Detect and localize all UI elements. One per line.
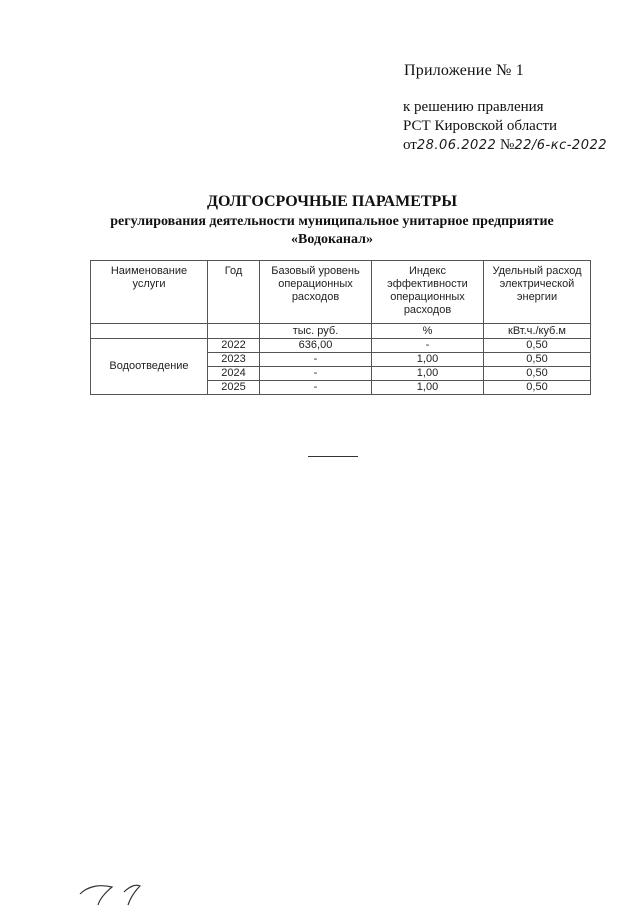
annex-decision-line: к решению правления (403, 99, 544, 115)
base-level-cell: 636,00 (260, 339, 372, 353)
base-level-cell: - (260, 353, 372, 367)
efficiency-index-cell: 1,00 (372, 381, 484, 395)
header-base-level: Базовый уровень операционных расходов (260, 261, 372, 324)
date-prefix: от (403, 137, 417, 153)
year-cell: 2024 (208, 367, 260, 381)
document-heading: ДОЛГОСРОЧНЫЕ ПАРАМЕТРЫ (206, 193, 458, 210)
energy-cell: 0,50 (484, 367, 591, 381)
organization-name: «Водоканал» (291, 232, 373, 247)
header-energy-consumption: Удельный расход электрической энергии (484, 261, 591, 324)
document-subheading: регулирования деятельности муниципальное унитарное предприятие (110, 214, 554, 229)
unit-efficiency-index: % (372, 324, 484, 339)
table-row (91, 339, 591, 353)
annex-title: Приложение № 1 (404, 62, 524, 79)
handwritten-date: 28.06.2022 (416, 138, 497, 153)
efficiency-index-cell: - (372, 339, 484, 353)
number-prefix: № (500, 137, 515, 153)
base-level-cell: - (260, 381, 372, 395)
service-name-cell: Водоотведение (91, 339, 208, 395)
unit-service (91, 324, 208, 339)
annex-authority-line: РСТ Кировской области (403, 118, 558, 134)
energy-cell: 0,50 (484, 339, 591, 353)
unit-base-level: тыс. руб. (260, 324, 372, 339)
handwritten-number: 22/6-кс-2022 (514, 138, 608, 153)
signature-mark (78, 872, 148, 906)
energy-cell: 0,50 (484, 353, 591, 367)
efficiency-index-cell: 1,00 (372, 353, 484, 367)
annex-date-line (403, 137, 607, 154)
unit-year (208, 324, 260, 339)
end-divider (308, 456, 358, 457)
header-year: Год (208, 261, 260, 324)
base-level-cell: - (260, 367, 372, 381)
year-cell: 2022 (208, 339, 260, 353)
year-cell: 2023 (208, 353, 260, 367)
table-header-row (91, 261, 591, 324)
header-service: Наименование услуги (91, 261, 208, 324)
table-units-row (91, 324, 591, 339)
energy-cell: 0,50 (484, 381, 591, 395)
year-cell: 2025 (208, 381, 260, 395)
parameters-table (90, 260, 591, 395)
efficiency-index-cell: 1,00 (372, 367, 484, 381)
unit-energy-consumption: кВт.ч./куб.м (484, 324, 591, 339)
header-efficiency-index: Индекс эффективности операционных расходов (372, 261, 484, 324)
